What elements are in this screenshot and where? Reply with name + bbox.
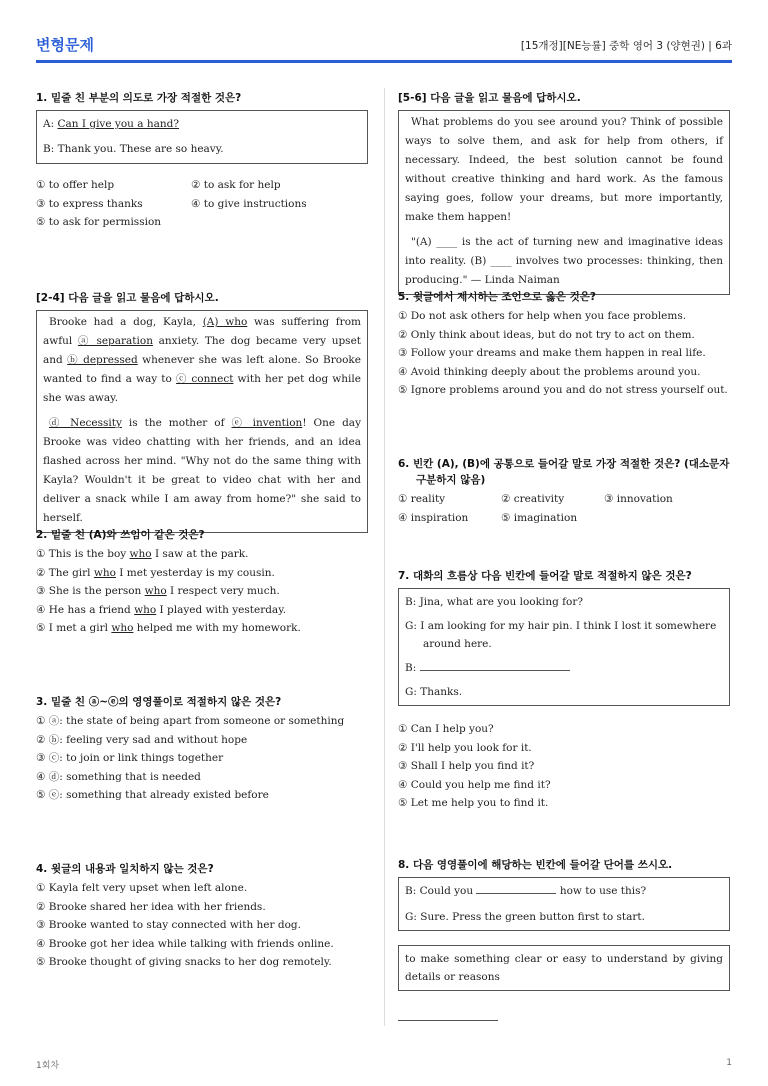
option[interactable]: ⑤ ⓔ: something that already existed before bbox=[36, 789, 269, 801]
dialogue-line: G: Thanks. bbox=[405, 686, 463, 698]
option[interactable]: ③ Brooke wanted to stay connected with her dog. bbox=[36, 919, 301, 931]
dialogue-line-b: B: Thank you. These are so heavy. bbox=[43, 143, 224, 155]
option[interactable]: ④ inspiration bbox=[398, 511, 469, 524]
option[interactable]: ② I'll help you look for it. bbox=[398, 741, 532, 754]
passage-paragraph-2: ⓓ Necessity is the mother of ⓔ invention! One day Brooke was video chatting with her friends, and an idea flashed across her mind. "Why not do the same thing with Kayla? Wouldn't it be great to video chat with her and deliver a snack while I am away from home?" she said to herself. bbox=[43, 417, 361, 524]
option[interactable]: ③ to express thanks bbox=[36, 197, 143, 210]
option[interactable]: ③ Shall I help you find it? bbox=[398, 760, 535, 772]
question-5-title: 5. 윗글에서 제시하는 조언으로 옳은 것은? bbox=[398, 291, 596, 303]
answer-blank[interactable] bbox=[420, 659, 570, 671]
underlined-separation: ⓐ separation bbox=[77, 335, 153, 347]
option[interactable]: ② Brooke shared her idea with her friends. bbox=[36, 900, 266, 913]
dialogue-line: G: Sure. Press the green button first to start. bbox=[405, 911, 645, 923]
question-1 bbox=[36, 90, 368, 232]
option[interactable]: ⑤ Ignore problems around you and do not stress yourself out. bbox=[398, 384, 728, 396]
question-8-dialogue-box bbox=[398, 877, 730, 931]
dialogue-line: B: Could you how to use this? bbox=[405, 882, 723, 900]
option[interactable]: ⑤ I met a girl who helped me with my homework. bbox=[36, 622, 301, 634]
underlined-phrase: Can I give you a hand? bbox=[57, 118, 179, 130]
option[interactable]: ③ ⓒ: to join or link things together bbox=[36, 752, 224, 764]
dialogue-line: B: bbox=[405, 659, 723, 677]
definition-box: to make something clear or easy to understand by giving details or reasons bbox=[398, 945, 730, 991]
question-7-options bbox=[398, 720, 730, 813]
option[interactable]: ① Do not ask others for help when you face problems. bbox=[398, 310, 687, 322]
question-1-title: 1. 밑줄 친 부분의 의도로 가장 적절한 것은? bbox=[36, 92, 242, 104]
option[interactable]: ② creativity bbox=[501, 493, 565, 505]
question-1-dialogue-box bbox=[36, 110, 368, 164]
option[interactable]: ④ ⓓ: something that is needed bbox=[36, 770, 201, 783]
option[interactable]: ② ⓑ: feeling very sad and without hope bbox=[36, 733, 248, 746]
underlined-depressed: ⓑ depressed bbox=[67, 354, 138, 366]
page-header bbox=[36, 30, 732, 64]
passage-5-6-title: [5-6] 다음 글을 읽고 물음에 답하시오. bbox=[398, 92, 581, 104]
option[interactable]: ① to offer help bbox=[36, 179, 115, 191]
question-2 bbox=[36, 527, 368, 638]
question-6-options bbox=[398, 490, 730, 527]
underlined-who: (A) who bbox=[202, 316, 248, 328]
option[interactable]: ③ innovation bbox=[604, 493, 673, 505]
question-7-title: 7. 대화의 흐름상 다음 빈칸에 들어갈 말로 적절하지 않은 것은? bbox=[398, 570, 692, 582]
passage-paragraph-1: Brooke had a dog, Kayla, (A) who was suffering from awful ⓐ separation anxiety. The dog became very upset and ⓑ depressed whenever she was left alone. So Brooke wanted to find a way to ⓒ connect with her pet dog while she was away. bbox=[43, 316, 361, 404]
passage-2-4 bbox=[36, 290, 368, 533]
course-title: [15개정][NE능률] 중학 영어 3 (양현권) | 6과 bbox=[520, 40, 732, 52]
option[interactable]: ④ Could you help me find it? bbox=[398, 778, 551, 791]
option[interactable]: ⑤ imagination bbox=[501, 511, 578, 524]
option[interactable]: ③ She is the person who I respect very much. bbox=[36, 585, 280, 597]
question-3 bbox=[36, 694, 368, 805]
speaker-a: A: bbox=[43, 118, 58, 130]
underlined-connect: ⓒ connect bbox=[175, 373, 234, 385]
option[interactable]: ① ⓐ: the state of being apart from someone or something bbox=[36, 715, 345, 727]
option[interactable]: ⑤ to ask for permission bbox=[36, 216, 162, 228]
question-4-options bbox=[36, 879, 368, 972]
answer-blank[interactable] bbox=[476, 882, 556, 894]
option[interactable]: ④ Brooke got her idea while talking with friends online. bbox=[36, 937, 334, 950]
option[interactable]: ⑤ Let me help you to find it. bbox=[398, 797, 549, 809]
option[interactable]: ② The girl who I met yesterday is my cousin. bbox=[36, 566, 275, 579]
option[interactable]: ④ Avoid thinking deeply about the problems around you. bbox=[398, 365, 701, 378]
option[interactable]: ① Can I help you? bbox=[398, 723, 494, 735]
question-1-options bbox=[36, 176, 368, 232]
footer-round: 1회차 bbox=[36, 1061, 60, 1071]
dialogue-line: G: I am looking for my hair pin. I think I lost it somewhere around here. bbox=[405, 620, 717, 650]
header-rule bbox=[36, 60, 732, 63]
question-6 bbox=[398, 456, 730, 527]
brand-title: 변형문제 bbox=[36, 36, 94, 54]
passage-5-6-box bbox=[398, 110, 730, 295]
dialogue-line: B: Jina, what are you looking for? bbox=[405, 596, 584, 608]
question-5 bbox=[398, 289, 730, 400]
page-number: 1 bbox=[726, 1058, 732, 1068]
underlined-invention: ⓔ invention bbox=[231, 417, 303, 429]
column-divider bbox=[384, 88, 385, 1026]
option[interactable]: ④ to give instructions bbox=[191, 197, 307, 210]
passage-2-4-title: [2-4] 다음 글을 읽고 물음에 답하시오. bbox=[36, 292, 219, 304]
question-4 bbox=[36, 861, 368, 972]
option[interactable]: ① This is the boy who I saw at the park. bbox=[36, 548, 249, 560]
passage-paragraph-1: What problems do you see around you? Think of possible ways to solve them, and ask for help from others, if necessary. Indeed, the best solution cannot be found without creative thinking and hard work. As the famous saying goes, follow your dreams, but more importantly, make them happen! bbox=[405, 116, 723, 223]
option[interactable]: ② to ask for help bbox=[191, 179, 281, 191]
passage-2-4-box bbox=[36, 310, 368, 533]
answer-line[interactable] bbox=[398, 1020, 498, 1021]
question-6-title: 6. 빈칸 (A), (B)에 공통으로 들어갈 말로 가장 적절한 것은? (대소문자 구분하지 않음) bbox=[398, 458, 730, 486]
underlined-necessity: ⓓ Necessity bbox=[49, 417, 122, 429]
question-3-options bbox=[36, 712, 368, 805]
question-5-options bbox=[398, 307, 730, 400]
option[interactable]: ② Only think about ideas, but do not try to act on them. bbox=[398, 328, 695, 341]
passage-quote: "(A) ____ is the act of turning new and imaginative ideas into reality. (B) ____ involves two processes: thinking, then producing." — Linda Naiman bbox=[405, 236, 723, 286]
question-7-dialogue-box bbox=[398, 588, 730, 706]
question-2-options bbox=[36, 545, 368, 638]
option[interactable]: ① Kayla felt very upset when left alone. bbox=[36, 882, 248, 894]
question-8-title: 8. 다음 영영풀이에 해당하는 빈칸에 들어갈 단어를 쓰시오. bbox=[398, 859, 673, 871]
question-7 bbox=[398, 568, 730, 813]
option[interactable]: ⑤ Brooke thought of giving snacks to her dog remotely. bbox=[36, 956, 332, 968]
question-8 bbox=[398, 857, 730, 991]
option[interactable]: ④ He has a friend who I played with yesterday. bbox=[36, 603, 287, 616]
question-2-title: 2. 밑줄 친 (A)와 쓰임이 같은 것은? bbox=[36, 529, 205, 541]
option[interactable]: ③ Follow your dreams and make them happen in real life. bbox=[398, 347, 706, 359]
question-4-title: 4. 윗글의 내용과 일치하지 않는 것은? bbox=[36, 863, 214, 875]
question-3-title: 3. 밑줄 친 ⓐ~ⓔ의 영영풀이로 적절하지 않은 것은? bbox=[36, 696, 282, 708]
option[interactable]: ① reality bbox=[398, 493, 446, 505]
passage-5-6 bbox=[398, 90, 730, 295]
